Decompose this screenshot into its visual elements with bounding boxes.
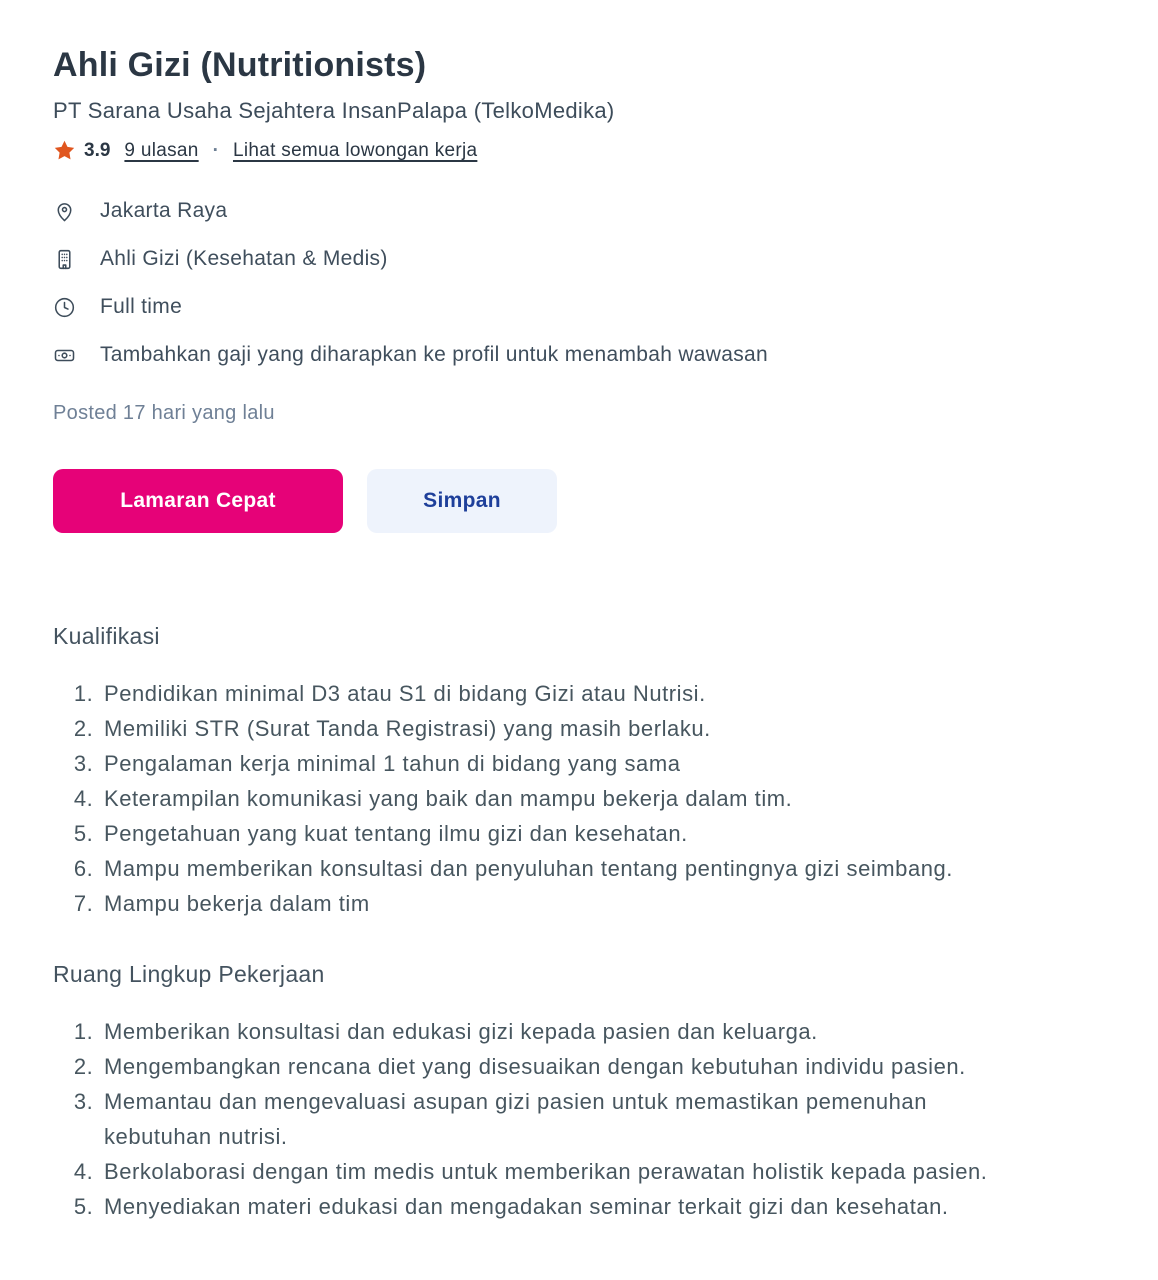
reviews-link[interactable]: 9 ulasan — [124, 139, 199, 161]
category-text: Ahli Gizi (Kesehatan & Medis) — [100, 247, 388, 270]
list-item: 3. Memantau dan mengevaluasi asupan gizi pasien untuk memastikan pemenuhan kebutuhan nutrisi. — [100, 1084, 1005, 1154]
list-item: 5. Pengetahuan yang kuat tentang ilmu gizi dan kesehatan. — [100, 816, 1005, 851]
location-row — [53, 198, 1134, 224]
all-jobs-link[interactable]: Lihat semua lowongan kerja — [232, 139, 478, 161]
job-details-list — [53, 198, 1134, 368]
list-item: 4. Keterampilan komunikasi yang baik dan mampu bekerja dalam tim. — [100, 781, 1005, 816]
qualifications-list — [53, 676, 1005, 921]
star-icon — [53, 139, 76, 162]
location-text: Jakarta Raya — [100, 199, 228, 222]
building-icon — [53, 248, 76, 271]
list-item: 7. Mampu bekerja dalam tim — [100, 886, 1005, 921]
rating-row — [53, 139, 1134, 162]
list-item: 2. Memiliki STR (Surat Tanda Registrasi) yang masih berlaku. — [100, 711, 1005, 746]
job-title: Ahli Gizi (Nutritionists) — [53, 46, 427, 84]
quick-apply-button[interactable]: Lamaran Cepat — [53, 469, 343, 533]
list-item: 4. Berkolaborasi dengan tim medis untuk memberikan perawatan holistik kepada pasien. — [100, 1154, 1005, 1189]
rating-score: 3.9 — [84, 139, 111, 161]
list-item: 6. Mampu memberikan konsultasi dan penyuluhan tentang pentingnya gizi seimbang. — [100, 851, 1005, 886]
scope-heading: Ruang Lingkup Pekerjaan — [53, 961, 325, 987]
company-name: PT Sarana Usaha Sejahtera InsanPalapa (TelkoMedika) — [53, 98, 615, 123]
list-item: 3. Pengalaman kerja minimal 1 tahun di bidang yang sama — [100, 746, 1005, 781]
dot-separator: · — [212, 139, 219, 161]
clock-icon — [53, 296, 76, 319]
worktype-text: Full time — [100, 295, 183, 318]
banknote-icon — [53, 344, 76, 367]
salary-row — [53, 342, 1134, 368]
list-item: 2. Mengembangkan rencana diet yang disesuaikan dengan kebutuhan individu pasien. — [100, 1049, 1005, 1084]
posted-date: Posted 17 hari yang lalu — [53, 402, 275, 424]
location-pin-icon — [53, 200, 76, 223]
worktype-row — [53, 294, 1134, 320]
action-buttons — [53, 469, 1134, 533]
save-button[interactable]: Simpan — [367, 469, 557, 533]
list-item: 5. Menyediakan materi edukasi dan mengadakan seminar terkait gizi dan kesehatan. — [100, 1189, 1005, 1224]
qualifications-section — [53, 623, 1134, 921]
qualifications-heading: Kualifikasi — [53, 623, 160, 649]
scope-list — [53, 1014, 1005, 1224]
scope-section — [53, 961, 1134, 1224]
salary-hint-text: Tambahkan gaji yang diharapkan ke profil untuk menambah wawasan — [100, 343, 768, 366]
list-item: 1. Pendidikan minimal D3 atau S1 di bidang Gizi atau Nutrisi. — [100, 676, 1005, 711]
category-row — [53, 246, 1134, 272]
list-item: 1. Memberikan konsultasi dan edukasi gizi kepada pasien dan keluarga. — [100, 1014, 1005, 1049]
